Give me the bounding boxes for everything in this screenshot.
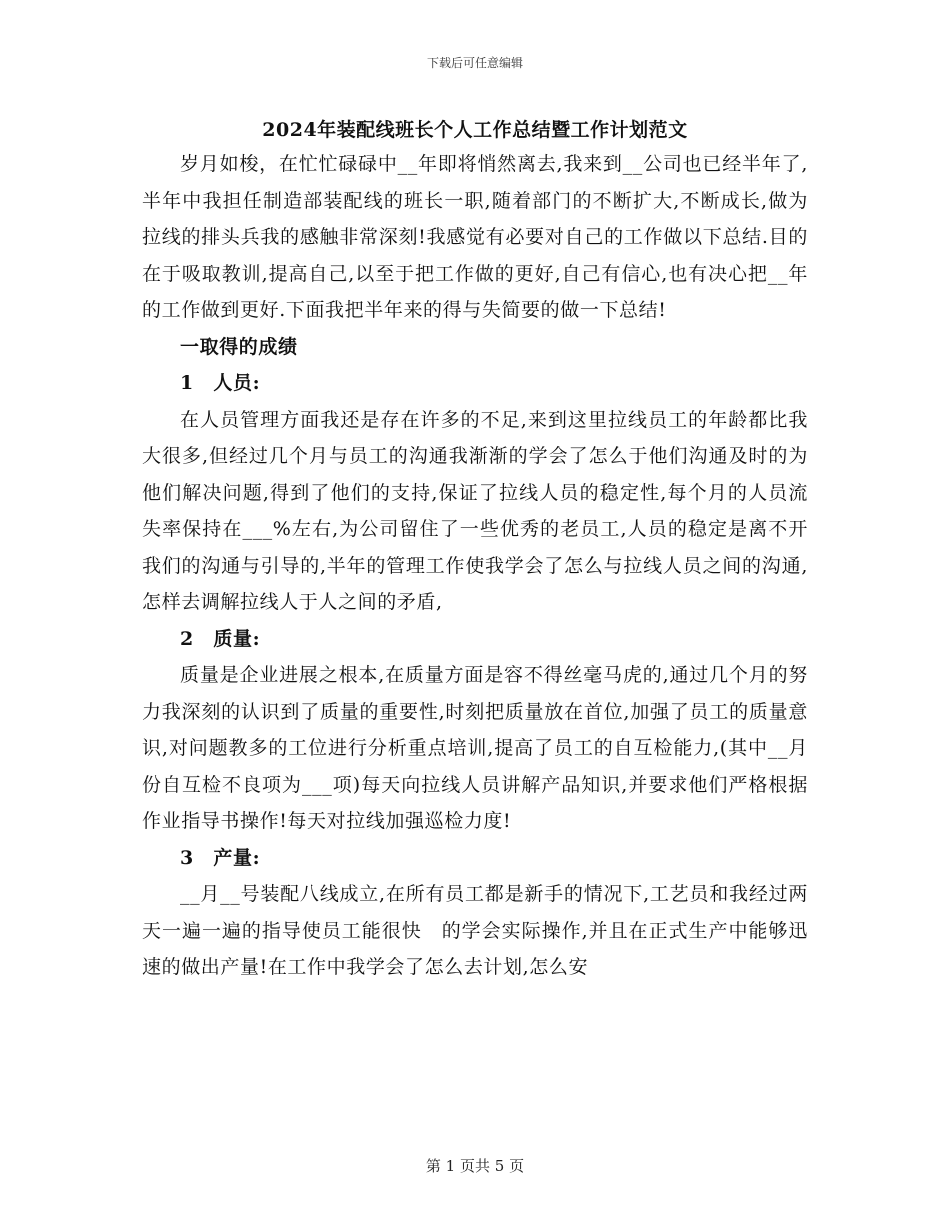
section-heading: 一取得的成绩 (180, 335, 298, 358)
subsection-heading: 1 人员: (180, 372, 261, 394)
document-title: 2024年装配线班长个人工作总结暨工作计划范文 (262, 119, 688, 141)
page-header-note: 下载后可任意编辑 (426, 56, 523, 70)
body-paragraph: 在人员管理方面我还是存在许多的不足,来到这里拉线员工的年龄都比我大很多,但经过几个月与员工的沟通我渐渐的学会了怎么于他们沟通及时的为他们解决问题,得到了他们的支持,保证了拉线人员的稳定性,每个月的人员流失率保持在___%左右,为公司留住了一些优秀的老员工,人员的稳定是离不开我们的沟通与引导的,半年的管理工作使我学会了怎么与拉线人员之间的沟通,怎样去调解拉线人于人之间的矛盾, (142, 408, 808, 613)
subsection-heading: 3 产量: (180, 846, 261, 869)
body-paragraph: 岁月如梭，在忙忙碌碌中__年即将悄然离去,我来到__公司也已经半年了,半年中我担任制造部装配线的班长一职,随着部门的不断扩大,不断成长,做为拉线的排头兵我的感触非常深刻!我感觉有必要对自己的工作做以下总结.目的在于吸取教训,提高自己,以至于把工作做的更好,自己有信心,也有决心把__年的工作做到更好.下面我把半年来的得与失简要的做一下总结! (142, 153, 808, 321)
subsection-heading: 2 质量: (180, 627, 261, 650)
document-body (142, 146, 808, 986)
body-paragraph: 质量是企业进展之根本,在质量方面是容不得丝毫马虎的,通过几个月的努力我深刻的认识到了质量的重要性,时刻把质量放在首位,加强了员工的质量意识,对问题教多的工位进行分析重点培训,提高了员工的自互检能力,(其中__月份自互检不良项为___项)每天向拉线人员讲解产品知识,并要求他们严格根据作业指导书操作!每天对拉线加强巡检力度! (142, 664, 808, 832)
body-paragraph: __月__号装配八线成立,在所有员工都是新手的情况下,工艺员和我经过两天一遍一遍的指导使员工能很快 的学会实际操作,并且在正式生产中能够迅速的做出产量!在工作中我学会了怎么去计划,怎么安 (142, 883, 808, 978)
page-number-footer: 第 1 页共 5 页 (425, 1157, 525, 1175)
